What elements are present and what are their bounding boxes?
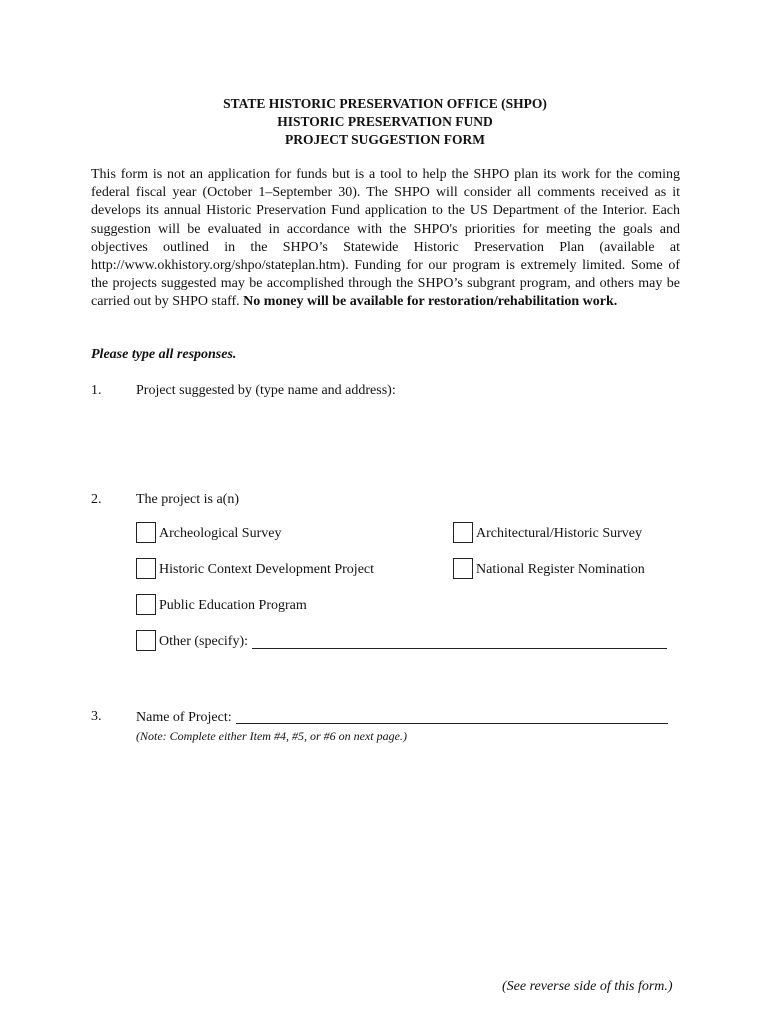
option-label: National Register Nomination bbox=[476, 562, 645, 577]
option-label: Other (specify): bbox=[159, 634, 249, 649]
option-other[interactable] bbox=[136, 630, 667, 651]
question-3-text: Name of Project: bbox=[136, 710, 232, 725]
option-label: Historic Context Development Project bbox=[159, 562, 375, 577]
question-2-number: 2. bbox=[91, 492, 102, 507]
project-name-row bbox=[136, 709, 668, 726]
question-3-note: (Note: Complete either Item #4, #5, or #6 on next page.) bbox=[136, 729, 407, 743]
footer-note: (See reverse side of this form.) bbox=[502, 979, 673, 994]
option-label: Archeological Survey bbox=[159, 526, 282, 541]
form-title: PROJECT SUGGESTION FORM bbox=[284, 132, 486, 147]
checkbox[interactable] bbox=[453, 522, 473, 543]
checkbox[interactable] bbox=[136, 630, 156, 651]
intro-bold-text: No money will be available for restoration/rehabilitation work. bbox=[243, 294, 618, 310]
checkbox[interactable] bbox=[136, 522, 156, 543]
question-2-text: The project is a(n) bbox=[136, 492, 240, 507]
checkbox[interactable] bbox=[136, 594, 156, 615]
checkbox[interactable] bbox=[136, 558, 156, 579]
question-1-text: Project suggested by (type name and address): bbox=[136, 383, 396, 398]
intro-text: This form is not an application for funds but is a tool to help the SHPO plan its work for the coming federal fiscal year (October 1–September 30). The SHPO will consider all comments received as it develops its annual Historic Preservation Fund application to the US Department of the Interior. Each suggestion will be evaluated in accordance with the SHPO's priorities for meeting the goals and objectives outlined in the SHPO’s Statewide Historic Preservation Plan (available at http://www.okhistory.org/shpo/stateplan.htm). Funding for our program is extremely limited. Some of the projects suggested may be accomplished through the SHPO’s subgrant program, and others may be carried out by SHPO staff. bbox=[91, 167, 680, 310]
question-3-number: 3. bbox=[91, 709, 102, 724]
option-architectural-survey[interactable] bbox=[453, 522, 642, 543]
option-historic-context[interactable] bbox=[136, 558, 374, 579]
project-name-field[interactable] bbox=[236, 709, 668, 724]
form-title-agency: STATE HISTORIC PRESERVATION OFFICE (SHPO) bbox=[223, 96, 547, 111]
intro-paragraph bbox=[91, 166, 680, 312]
option-public-education[interactable] bbox=[136, 594, 307, 615]
form-title-fund: HISTORIC PRESERVATION FUND bbox=[277, 114, 493, 129]
question-1-number: 1. bbox=[91, 383, 102, 398]
checkbox[interactable] bbox=[453, 558, 473, 579]
option-label: Architectural/Historic Survey bbox=[476, 526, 643, 541]
option-label: Public Education Program bbox=[159, 598, 307, 613]
option-archeological-survey[interactable] bbox=[136, 522, 281, 543]
option-national-register[interactable] bbox=[453, 558, 645, 579]
instruction-text: Please type all responses. bbox=[91, 347, 237, 362]
other-specify-field[interactable] bbox=[252, 634, 667, 649]
